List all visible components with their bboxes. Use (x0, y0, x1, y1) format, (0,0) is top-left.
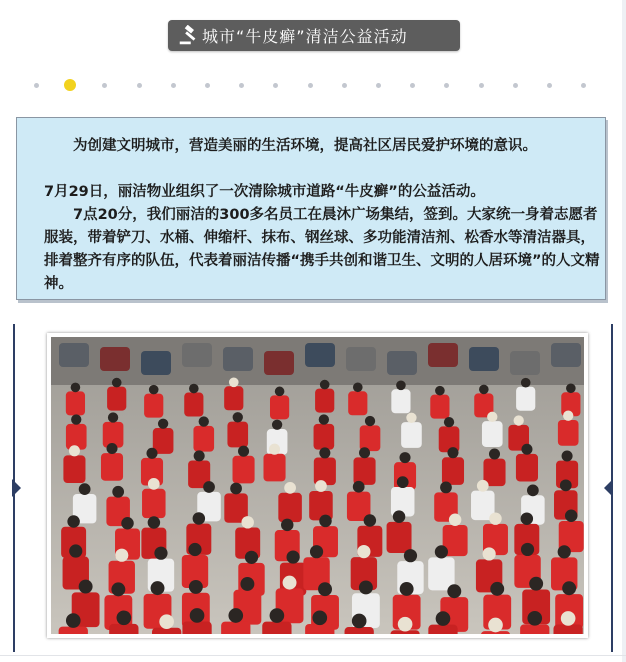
scooter (346, 347, 376, 371)
carousel-dot[interactable] (581, 83, 586, 88)
scooter (387, 351, 417, 375)
paragraph-assembly: 7点20分，我们丽洁的300多名员工在晨沐广场集结，签到。大家统一身着志愿者服装，带着铲刀、水桶、伸缩杆、抹布、钢丝球、多功能清洁剂、松香水等清洁器具，排着整齐有序的队伍，代表着丽洁传播“携手共创和谐卫生、文明的人居环境”的人文精神。 (44, 207, 600, 292)
scooter (305, 343, 335, 367)
carousel-dot[interactable] (547, 83, 552, 88)
carousel-dot[interactable] (479, 83, 484, 88)
carousel-dot[interactable] (444, 83, 449, 88)
scooter (223, 347, 253, 371)
paragraph-intro: 为创建文明城市，营造美丽的生活环境，提高社区居民爱护环境的意识。 (73, 138, 537, 154)
carousel-dot[interactable] (239, 83, 244, 88)
event-photo (47, 333, 588, 638)
carousel-dot[interactable] (513, 83, 518, 88)
carousel-dot[interactable] (64, 79, 76, 91)
paragraph-intro-date: 7月29日，丽洁物业组织了一次清除城市道路“牛皮癣”的公益活动。 (44, 184, 485, 200)
carousel-dot[interactable] (308, 83, 313, 88)
carousel-dot[interactable] (34, 83, 39, 88)
page-edge (622, 0, 626, 662)
carousel-dot[interactable] (273, 83, 278, 88)
article-textbox (16, 117, 606, 300)
scooter (428, 343, 458, 367)
section-title: 城市“牛皮癣”清洁公益活动 (202, 27, 408, 46)
carousel-dot[interactable] (171, 83, 176, 88)
photo-illustration (51, 337, 584, 634)
scooter (59, 343, 89, 367)
carousel-dot[interactable] (410, 83, 415, 88)
scooter (100, 347, 130, 371)
carousel-dot[interactable] (342, 83, 347, 88)
carousel-dots[interactable] (24, 79, 596, 93)
scooter (141, 351, 171, 375)
scooter (551, 343, 581, 367)
carousel-dot[interactable] (102, 83, 107, 88)
carousel-dot[interactable] (205, 83, 210, 88)
carousel-dot[interactable] (376, 83, 381, 88)
scooter (469, 347, 499, 371)
carousel-dot[interactable] (137, 83, 142, 88)
gavel-icon (177, 25, 199, 47)
section-title-badge (168, 20, 460, 51)
prev-arrow-icon[interactable] (12, 479, 21, 497)
bottom-divider (0, 655, 626, 656)
scooter (264, 351, 294, 375)
scooter (182, 343, 212, 367)
next-arrow-icon[interactable] (604, 479, 613, 497)
scooter (510, 351, 540, 375)
